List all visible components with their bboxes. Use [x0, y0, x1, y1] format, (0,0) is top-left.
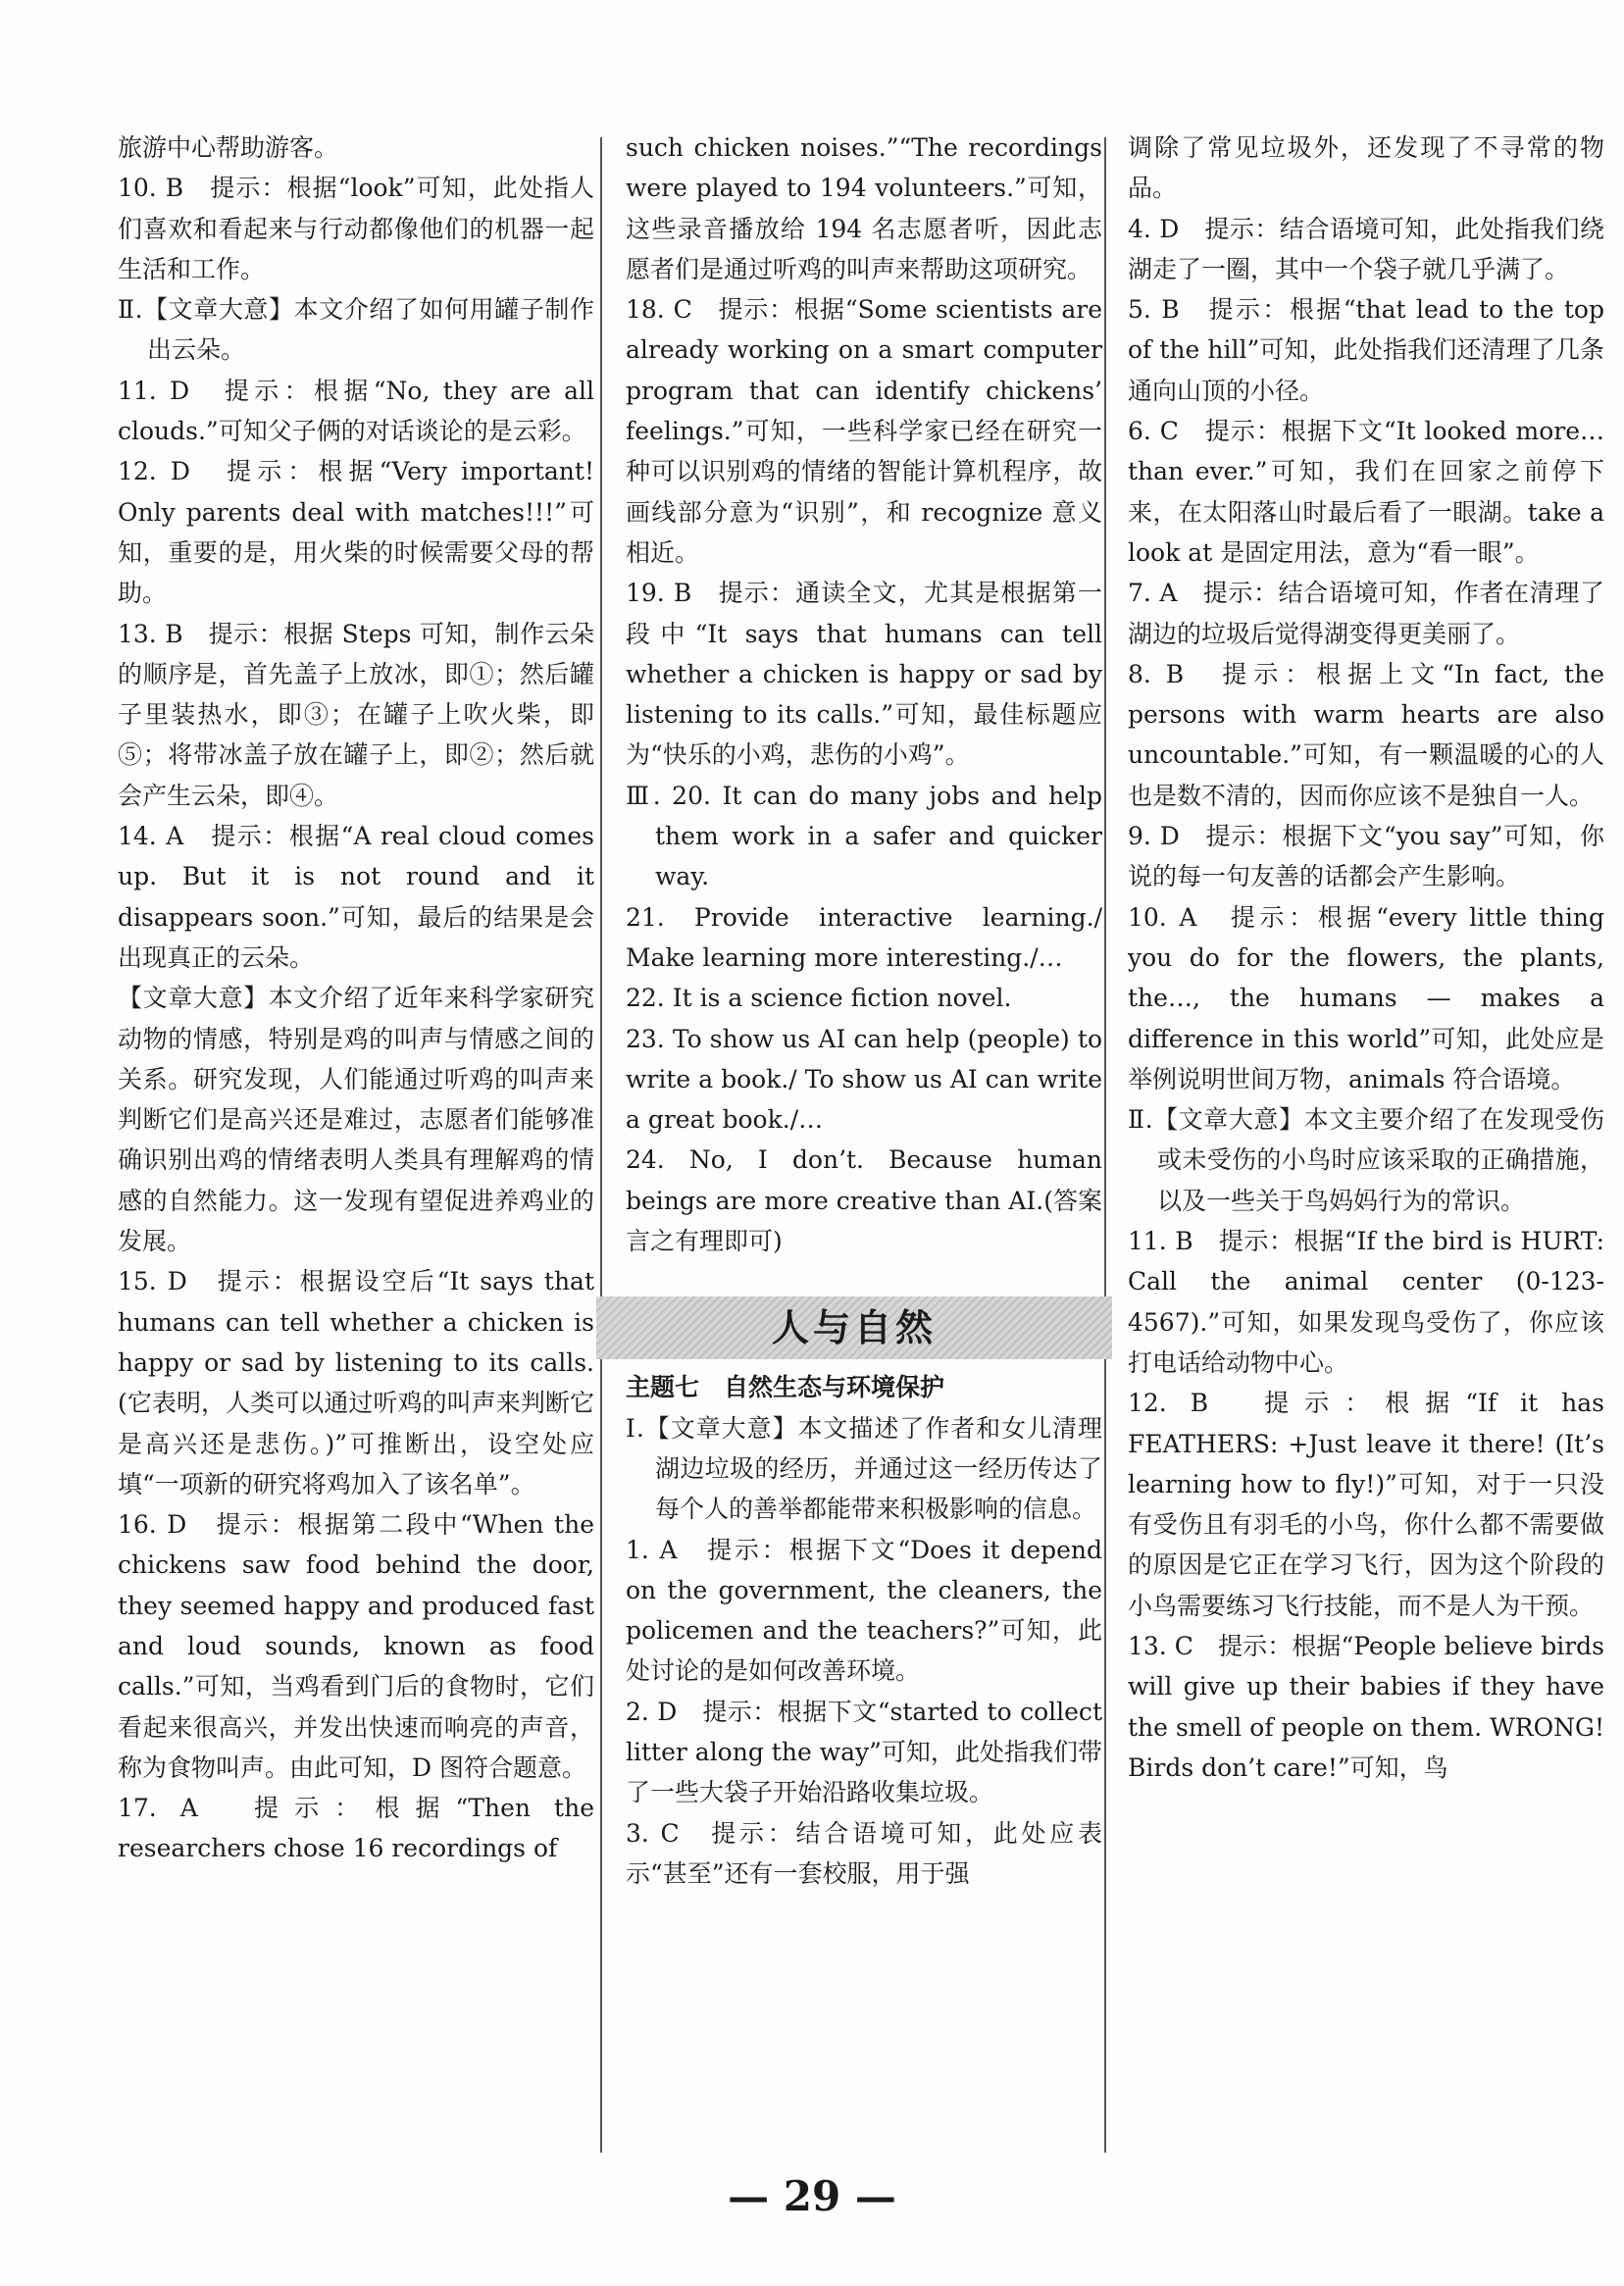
answer-11b: 11. B 提示：根据“If the bird is HURT: Call the animal center (0-123-4567).”可知，如果发现鸟受伤了，你应该打电话给动物中心。 [1128, 1227, 1604, 1377]
answer-14: 14. A 提示：根据“A real cloud comes up. But it is not round and it disappears soon.”可知，最后的结果是会出现真正的云朵。 [118, 822, 594, 972]
answer-1: 1. A 提示：根据下文“Does it depend on the government, the cleaners, the policemen and the teachers?”可知，此处讨论的是如何改善环境。 [626, 1535, 1102, 1686]
answer-9: 9. D 提示：根据下文“you say”可知，你说的每一句友善的话都会产生影响。 [1128, 822, 1604, 891]
column-middle [626, 127, 1102, 1894]
page-number: — 29 — [728, 2172, 896, 2220]
passage-summary: Ⅱ.【文章大意】本文介绍了如何用罐子制作出云朵。 [118, 295, 594, 365]
answer-13: 13. B 提示：根据 Steps 可知，制作云朵的顺序是，首先盖子上放冰，即①；然后罐子里装热水，即③；在罐子上吹火柴，即⑤；将带冰盖子放在罐子上，即②；然后就会产生云朵，即④。 [118, 619, 594, 810]
section-title: 人与自然 [596, 1296, 1112, 1359]
topic-title: 主题七 自然生态与环境保护 [626, 1373, 945, 1402]
answer-10b: 10. A 提示：根据“every little thing you do for the flowers, the plants, the…, the humans — makes a difference in this world”可知，此处应是举例说明世间万物，animals 符合语境。 [1128, 902, 1604, 1093]
answer-4: 4. D 提示：结合语境可知，此处指我们绕湖走了一圈，其中一个袋子就几乎满了。 [1128, 214, 1604, 283]
answer-11: 11. D 提示：根据“No, they are all clouds.”可知父子俩的对话谈论的是云彩。 [118, 376, 594, 446]
column-left [118, 127, 594, 1869]
column-divider [600, 137, 602, 2153]
answer-16: 16. D 提示：根据第二段中“When the chickens saw food behind the door, they seemed happy and produced fast and loud sounds, known as food calls.”可知，当鸡看到门后的食物时，它们看起来很高兴，并发出快速而响亮的声音，称为食物叫声。由此可知，D 图符合题意。 [118, 1510, 594, 1782]
answer-12b: 12. B 提示：根据“If it has FEATHERS: +Just leave it there! (It’s learning how to fly!)”可知，对于一只没有受伤且有羽毛的小鸟，你什么都不需要做的原因是它正在学习飞行，因为这个阶段的小鸟需要练习飞行技能，而不是人为干预。 [1128, 1389, 1604, 1620]
column-right [1128, 127, 1604, 1788]
answer-17: 17. A 提示：根据“Then the researchers chose 16 recordings of [118, 1794, 594, 1863]
paragraph: 旅游中心帮助游客。 [118, 133, 339, 162]
answer-21: 21. Provide interactive learning./ Make learning more interesting./… [626, 902, 1102, 972]
answer-5: 5. B 提示：根据“that lead to the top of the hill”可知，此处指我们还清理了几条通向山顶的小径。 [1128, 295, 1604, 405]
answer-19: 19. B 提示：通读全文，尤其是根据第一段中“It says that humans can tell whether a chicken is happy or sad by listening to its calls.”可知，最佳标题应为“快乐的小鸡，悲伤的小鸡”。 [626, 579, 1102, 770]
passage-summary: 【文章大意】本文介绍了近年来科学家研究动物的情感，特别是鸡的叫声与情感之间的关系。研究发现，人们能通过听鸡的叫声来判断它们是高兴还是难过，志愿者们能够准确识别出鸡的情绪表明人类具有理解鸡的情感的自然能力。这一发现有望促进养鸡业的发展。 [118, 984, 594, 1256]
paragraph: 调除了常见垃圾外，还发现了不寻常的物品。 [1128, 133, 1604, 203]
answer-24: 24. No, I don’t. Because human beings are more creative than AI.(答案言之有理即可) [626, 1145, 1103, 1256]
answer-7: 7. A 提示：结合语境可知，作者在清理了湖边的垃圾后觉得湖变得更美丽了。 [1128, 579, 1604, 648]
answer-15: 15. D 提示：根据设空后“It says that humans can tell whether a chicken is happy or sad by listening to its calls.(它表明，人类可以通过听鸡的叫声来判断它是高兴还是悲伤。)”可推断出，设空处应填“一项新的研究将鸡加入了该名单”。 [118, 1267, 594, 1499]
column-divider [1104, 137, 1106, 2153]
answer-8: 8. B 提示：根据上文“In fact, the persons with warm hearts are also uncountable.”可知，有一颗温暖的心的人也是数不清的，因而你应该不是独自一人。 [1128, 659, 1604, 810]
passage-summary: Ⅱ.【文章大意】本文主要介绍了在发现受伤或未受伤的小鸟时应该采取的正确措施，以及一些关于鸟妈妈行为的常识。 [1128, 1105, 1604, 1215]
answer-3: 3. C 提示：结合语境可知，此处应表示“甚至”还有一套校服，用于强 [626, 1818, 1102, 1888]
answer-18: 18. C 提示：根据“Some scientists are already working on a smart computer program that can identify chickens’ feelings.”可知，一些科学家已经在研究一种可以识别鸡的情绪的智能计算机程序，故画线部分意为“识别”，和 recognize 意义相近。 [626, 295, 1102, 567]
answer-6: 6. C 提示：根据下文“It looked more… than ever.”可知，我们在回家之前停下来，在太阳落山时最后看了一眼湖。take a look at 是固定用法，意为“看一眼”。 [1128, 417, 1604, 567]
answer-22: 22. It is a science fiction novel. [626, 984, 1012, 1013]
answer-12: 12. D 提示：根据“Very important! Only parents deal with matches!!!”可知，重要的是，用火柴的时候需要父母的帮助。 [118, 457, 594, 608]
answer-2: 2. D 提示：根据下文“started to collect litter along the way”可知，此处指我们带了一些大袋子开始沿路收集垃圾。 [626, 1697, 1102, 1807]
answer-13b: 13. C 提示：根据“People believe birds will give up their babies if they have the smell of people on them. WRONG! Birds don’t care!”可知，鸟 [1128, 1631, 1604, 1782]
answer-23: 23. To show us AI can help (people) to write a book./ To show us AI can write a great book./… [626, 1024, 1102, 1135]
answer-20: Ⅲ. 20. It can do many jobs and help them work in a safer and quicker way. [626, 781, 1102, 891]
paragraph: such chicken noises.”“The recordings were played to 194 volunteers.”可知，这些录音播放给 194 名志愿者听，因此志愿者们是通过听鸡的叫声来帮助这项研究。 [626, 133, 1102, 283]
passage-summary: Ⅰ.【文章大意】本文描述了作者和女儿清理湖边垃圾的经历，并通过这一经历传达了每个人的善举都能带来积极影响的信息。 [626, 1413, 1102, 1524]
answer-10: 10. B 提示：根据“look”可知，此处指人们喜欢和看起来与行动都像他们的机器一起生活和工作。 [118, 174, 594, 283]
